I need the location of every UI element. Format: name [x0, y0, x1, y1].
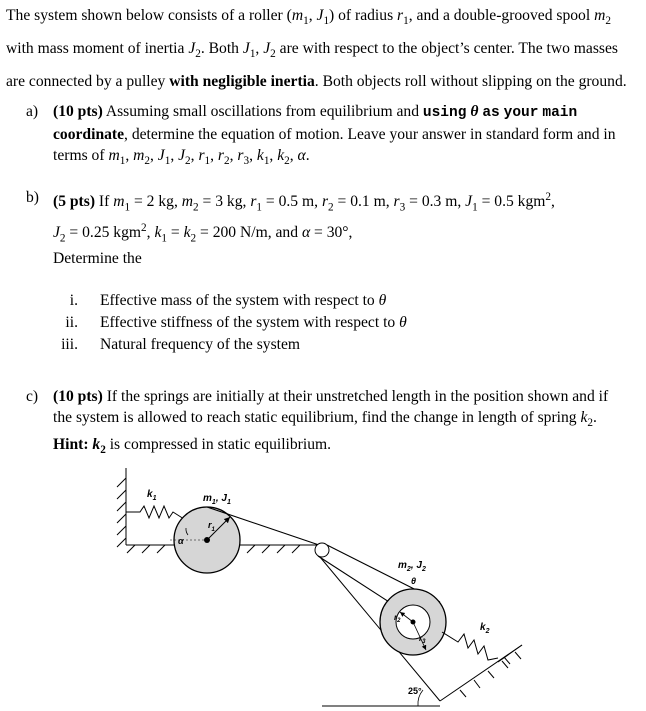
question-b-label: b): [26, 189, 39, 206]
intro-line-1: The system shown below consists of a roller ($m_1$, $J_1$) of radius $r_1$, and a double-grooved spool $m_2$: [6, 7, 611, 28]
determine-heading: Determine the: [53, 250, 142, 267]
left-wall: [117, 468, 126, 547]
spring-k2: [442, 632, 498, 660]
list-item: iii. Natural frequency of the system: [61, 336, 301, 353]
pulley: [315, 543, 329, 557]
spring-k1: [126, 506, 184, 519]
question-a-label: a): [26, 103, 39, 120]
question-a-text: (10 pts) Assuming small oscillations from equilibrium and using θ as your main coordinate, determine the equation of motion. Leave your answer in standard form and in terms of $m_1$, $m_2$, $J_1$, $J_2$, $r_1$, $r_2$, $r_3$, $k_1$, $k_2$, α.: [53, 103, 616, 168]
label-k1: $k_1$: [147, 489, 157, 502]
question-c-text: (10 pts) If the springs are initially at their unstretched length in the position shown and if the system is allowed to reach static equilibrium, find the change in length of spring $k_2$. Hint: $k_2$ is compressed in static equilibrium.: [53, 388, 609, 457]
label-theta: θ: [411, 576, 417, 586]
label-alpha: α: [178, 536, 184, 546]
label-m2-j2: $m_2$, $J_2$: [398, 560, 426, 573]
label-m1-j1: $m_1$, $J_1$: [203, 493, 231, 506]
question-c-label: c): [26, 388, 39, 405]
list-item: ii. Effective stiffness of the system with respect to θ: [65, 314, 407, 331]
label-k2: $k_2$: [480, 622, 490, 635]
label-r1: $r_1$: [208, 520, 215, 533]
right-wall: [498, 645, 522, 664]
label-angle: 25°: [408, 686, 422, 696]
label-r2: $r_2$: [394, 613, 401, 624]
question-b-text: (5 pts) If $m_1 = 2$ kg, $m_2 = 3$ kg, $r_1 = 0.5$ m, $r_2 = 0.1$ m, $r_3 = 0.3$ m, $J_1 = 0.5$ kgm$^2$, $J_2 = 0.25$ kgm$^2$, $k_1 = k_2 = 200$ N/m, and α = 30°,: [53, 191, 555, 245]
label-r3: $r_3$: [419, 634, 426, 645]
intro-line-3: are connected by a pulley with negligible inertia. Both objects roll without slipping on the ground.: [6, 73, 627, 91]
intro-line-2: with mass moment of inertia $J_2$. Both $J_1$, $J_2$ are with respect to the object’s center. The two masses: [6, 40, 618, 61]
list-item: i. Effective mass of the system with respect to θ: [69, 292, 387, 309]
